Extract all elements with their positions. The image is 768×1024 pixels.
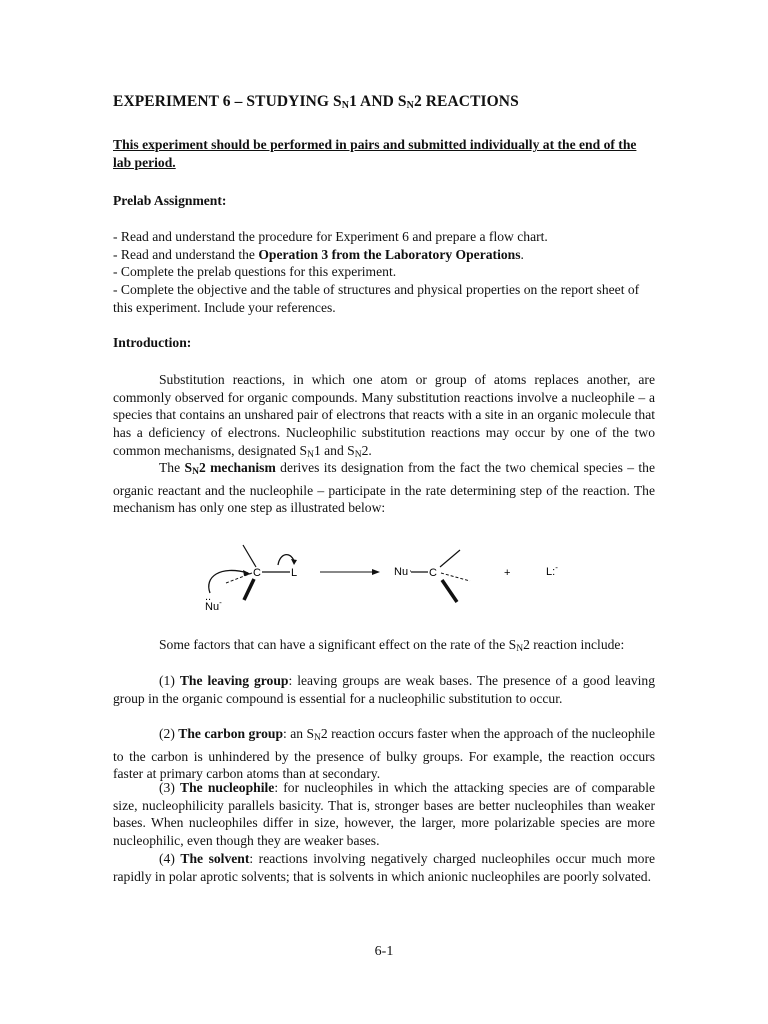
notice-text: This experiment should be performed in pairs and submitted individually at the end of the lab period.: [113, 137, 637, 170]
bond-up: [243, 545, 256, 567]
intro-paragraph-2: The $S_N2$ mechanism derives its designation from the fact the two chemical species – the organic reactant and the nucleophile – participate in the rate determining step of the reaction. The mechanism has only one step as illustrated below:: [113, 460, 655, 516]
product-bond-up: [440, 550, 460, 567]
leaving-group-label: L: [291, 567, 298, 579]
prelab-item-1: - Read and understand the procedure for Experiment 6 and prepare a flow chart.: [113, 229, 548, 244]
product-carbon-label: C: [429, 567, 437, 579]
product-bond-wedge: [442, 580, 457, 602]
introduction-heading: Introduction:: [113, 335, 192, 350]
prelab-item-3: - Complete the prelab questions for this experiment.: [113, 264, 397, 280]
product-bond-dash: [441, 573, 470, 581]
prelab-item-4: - Complete the objective and the table of structures and physical properties on the report sheet of this experiment. Include your references.: [113, 282, 640, 315]
sn2-mechanism-diagram: [190, 535, 590, 625]
factors-intro: Some factors that can have a significant effect on the rate of the $S_N2$ reaction include:: [159, 637, 625, 654]
factor-3: (3) The nucleophile: for nucleophiles in which the attacking species are of comparable size, nucleophilicity parallels basicity. That is, stronger bases are better nucleophiles than weaker bases. When nucleophiles differ in size, however, the larger, more polarizable species are more nucleophilic, even though they are weaker bases.: [113, 780, 656, 849]
intro-paragraph-1: Substitution reactions, in which one atom or group of atoms replaces another, are commonly observed for organic compounds. Many substitution reactions involve a nucleophile – a species that contains an unshared pair of electrons that reacts with a site in an organic molecule that has a deficiency of electrons. Nucleophilic substitution reactions may occur by one of the two common mechanisms, designated $S_N1$ and $S_N2$.: [113, 372, 655, 460]
product-nucleophile-label: Nu: [394, 566, 409, 578]
page-number: 6-1: [374, 944, 394, 959]
carbon-label: C: [253, 567, 261, 579]
page-title: EXPERIMENT 6 – STUDYING $S_N1$ AND $S_N2$ REACTIONS: [113, 93, 519, 111]
factor-1: (1) The leaving group: leaving groups are weak bases. The presence of a good leaving group in the organic compound is essential for a nucleophilic substitution to occur.: [113, 673, 655, 706]
nucleophile-label: Nu-: [205, 598, 222, 613]
prelab-list: [113, 228, 655, 317]
factor-4: (4) The solvent: reactions involving negatively charged nucleophiles occur much more rapidly in polar aprotic solvents; that is solvents in which anionic nucleophiles are poorly solvated.: [113, 851, 656, 884]
prelab-heading: Prelab Assignment:: [113, 193, 227, 208]
svg-text:..: ..: [205, 591, 212, 603]
factor-2: (2) The carbon group: an $S_N2$ reaction occurs faster when the approach of the nucleophile to the carbon is unhindered by the presence of bulky groups. For example, the reaction occurs faster at primary carbon atoms than at secondary.: [113, 726, 655, 782]
plus-sign: +: [504, 567, 511, 579]
bond-wedge: [244, 579, 254, 600]
prelab-item-2: - Read and understand the Operation 3 from the Laboratory Operations.: [113, 246, 524, 262]
leaving-ion-label: L:-: [546, 563, 558, 578]
